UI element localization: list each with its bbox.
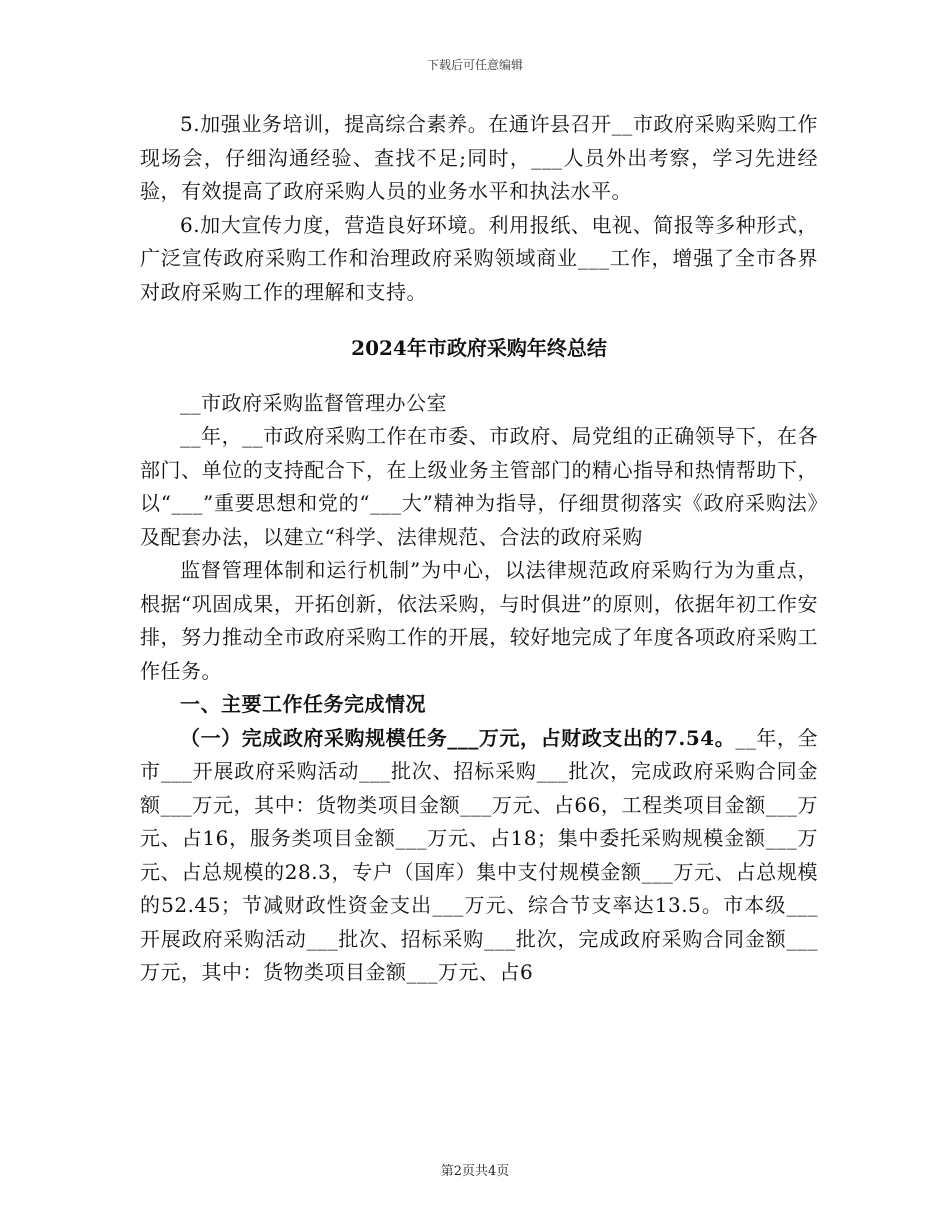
- paragraph-task-detail: __年，全市___开展政府采购活动___批次、招标采购___批次，完成政府采购合同金额___万元，其中：货物类项目金额___万元、占66，工程类项目金额___万元、占16，服务类项目金额___万元、占18；集中委托采购规模金额___万元、占总规模的28.3，专户（国库）集中支付规模金额___万元、占总规模的52.45；节减财政性资金支出___万元、综合节支率达13.5。市本级___开展政府采购活动___批次、招标采购___批次，完成政府采购合同金额___万元，其中：货物类项目金额___万元、占6: [140, 725, 819, 984]
- paragraph-task-completion: [140, 722, 818, 990]
- organization-line: __市政府采购监督管理办公室: [180, 390, 447, 415]
- paragraph-intro-cont: 监督管理体制和运行机制”为中心，以法律规范政府采购行为为重点，根据“巩固成果，开拓创新，依法采购，与时俱进”的原则，依据年初工作安排，努力推动全市政府采购工作的开展，较好地完成了年度各项政府采购工作任务。: [140, 558, 818, 683]
- paragraph-publicity: 6.加大宣传力度，营造良好环境。利用报纸、电视、简报等多种形式，广泛宣传政府采购工作和治理政府采购领域商业___工作，增强了全市各界对政府采购工作的理解和支持。: [140, 212, 818, 304]
- paragraph-intro: __年，__市政府采购工作在市委、市政府、局党组的正确领导下，在各部门、单位的支持配合下，在上级业务主管部门的精心指导和热情帮助下，以“___”重要思想和党的“___大”精神为指导，仔细贯彻落实《政府采购法》及配套办法，以建立“科学、法律规范、合法的政府采购: [140, 424, 818, 549]
- page-header: 下载后可任意编辑: [426, 58, 523, 72]
- section-heading-1: 一、主要工作任务完成情况: [180, 692, 426, 716]
- page-footer: 第2页共4页: [440, 1164, 510, 1179]
- subheading-scale-task: （一）完成政府采购规模任务___万元，占财政支出的7.54。: [180, 725, 736, 750]
- paragraph-training: 5.加强业务培训，提高综合素养。在通许县召开__市政府采购采购工作现场会，仔细沟通经验、查找不足;同时，___人员外出考察，学习先进经验，有效提高了政府采购人员的业务水平和执法水平。: [140, 112, 818, 203]
- document-body: [140, 108, 818, 990]
- document-title: 2024年市政府采购年终总结: [351, 336, 607, 360]
